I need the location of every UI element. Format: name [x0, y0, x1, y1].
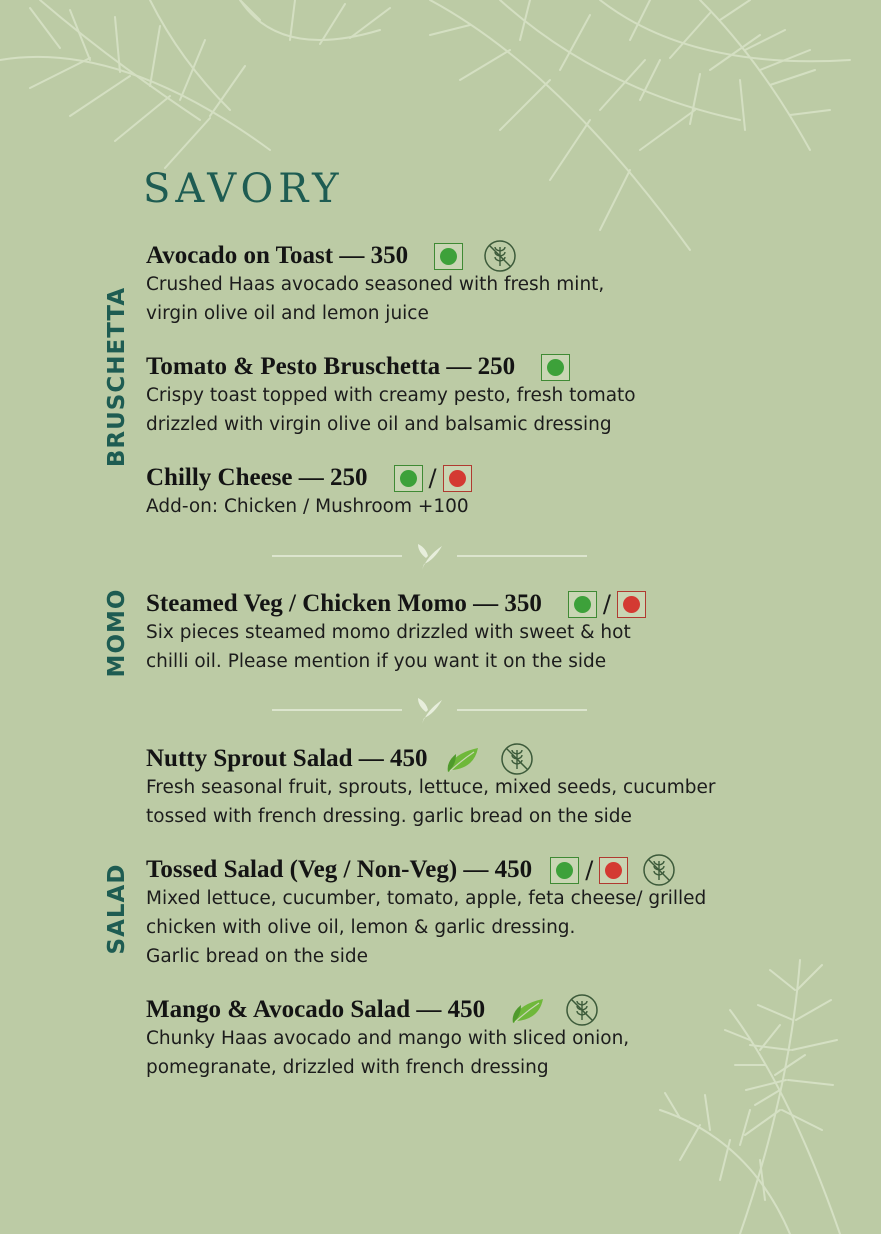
item-description: Crispy toast topped with creamy pesto, fresh tomato drizzled with virgin olive oil and balsamic dressing: [146, 385, 636, 435]
item-name: Tomato & Pesto Bruschetta — 250: [146, 353, 516, 380]
menu-item-nutty-sprout-salad: [146, 743, 716, 831]
veg-indicator-icon: [394, 465, 423, 492]
gluten-free-icon: [565, 993, 599, 1027]
item-name: Mango & Avocado Salad — 450: [146, 996, 486, 1023]
item-description: Add-on: Chicken / Mushroom +100: [146, 496, 469, 517]
separator-slash: /: [585, 856, 594, 884]
gluten-free-icon: [500, 742, 534, 776]
section-label-bruschetta: BRUSCHETTA: [104, 286, 130, 468]
menu-item-chilly-cheese: [146, 462, 472, 521]
vegan-leaf-icon: [444, 744, 480, 774]
menu-item-mango-avocado-salad: [146, 994, 629, 1082]
veg-indicator-icon: [550, 857, 579, 884]
item-name: Nutty Sprout Salad — 450: [146, 745, 428, 772]
gluten-free-icon: [483, 239, 517, 273]
item-description: Fresh seasonal fruit, sprouts, lettuce, mixed seeds, cucumber tossed with french dressing. garlic bread on the side: [146, 777, 716, 827]
item-description: Mixed lettuce, cucumber, tomato, apple, feta cheese/ grilled chicken with olive oil, lemon & garlic dressing. Garlic bread on the side: [146, 888, 707, 967]
item-name: Avocado on Toast — 350: [146, 242, 409, 269]
menu-item-tossed-salad: [146, 854, 706, 971]
item-description: Crushed Haas avocado seasoned with fresh mint, virgin olive oil and lemon juice: [146, 274, 605, 324]
leaf-divider: [272, 536, 587, 576]
section-label-momo: MOMO: [104, 588, 130, 678]
menu-title: SAVORY: [143, 166, 344, 212]
menu-item-tomato-pesto-bruschetta: [146, 351, 636, 439]
item-description: Chunky Haas avocado and mango with sliced onion, pomegranate, drizzled with french dressing: [146, 1028, 630, 1078]
item-name: Steamed Veg / Chicken Momo — 350: [146, 590, 542, 617]
veg-indicator-icon: [568, 591, 597, 618]
menu-item-steamed-momo: [146, 588, 646, 676]
menu-item-avocado-on-toast: [146, 240, 604, 328]
non-veg-indicator-icon: [599, 857, 628, 884]
non-veg-indicator-icon: [617, 591, 646, 618]
veg-indicator-icon: [434, 243, 463, 270]
rosemary-decoration-top: [0, 0, 881, 260]
section-label-salad: SALAD: [104, 863, 130, 955]
item-description: Six pieces steamed momo drizzled with sweet & hot chilli oil. Please mention if you want it on the side: [146, 622, 631, 672]
rosemary-decoration-bottom: [640, 950, 881, 1234]
vegan-leaf-icon: [509, 995, 545, 1025]
veg-indicator-icon: [541, 354, 570, 381]
gluten-free-icon: [642, 853, 676, 887]
item-name: Chilly Cheese — 250: [146, 464, 368, 491]
non-veg-indicator-icon: [443, 465, 472, 492]
item-name: Tossed Salad (Veg / Non-Veg) — 450: [146, 856, 533, 883]
separator-slash: /: [602, 590, 611, 618]
leaf-divider: [272, 690, 587, 730]
separator-slash: /: [428, 464, 437, 492]
